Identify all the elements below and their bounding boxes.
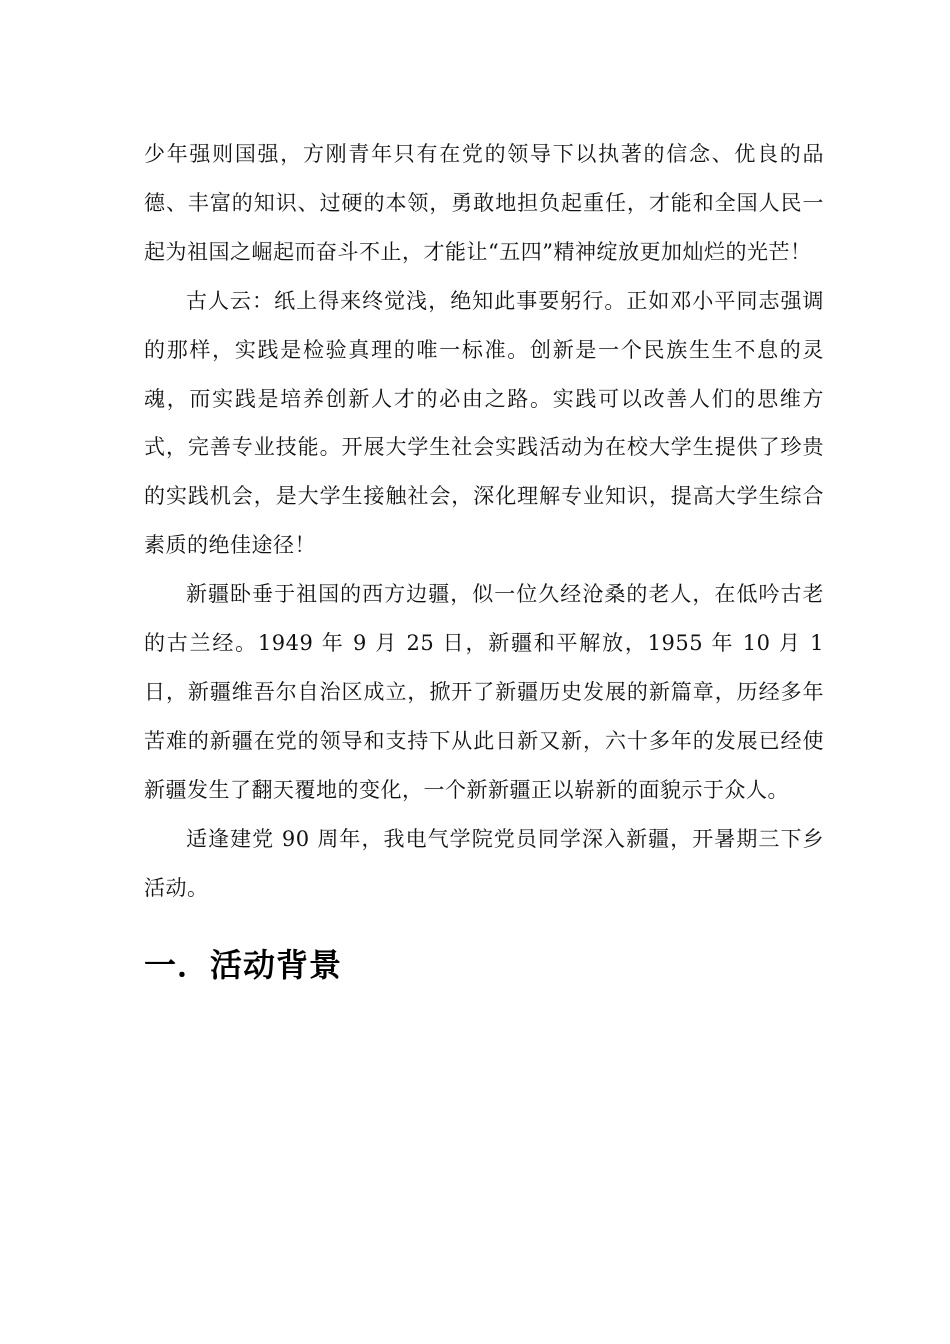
paragraph-youth-strength: 少年强则国强，方刚青年只有在党的领导下以执著的信念、优良的品德、丰富的知识、过硬的本领，勇敢地担负起重任，才能和全国人民一起为祖国之崛起而奋斗不止，才能让“五四”精神绽放更加灿烂的光芒！ <box>144 142 824 264</box>
document-body <box>144 130 824 995</box>
paragraph-summer-activity: 适逢建党 90 周年，我电气学院党员同学深入新疆，开暑期三下乡活动。 <box>144 826 824 900</box>
paragraph-xinjiang-history: 新疆卧垂于祖国的西方边疆，似一位久经沧桑的老人，在低吟古老的古兰经。1949 年 9 月 25 日，新疆和平解放，1955 年 10 月 1 日，新疆维吾尔自治区成立，掀开了新疆历史发展的新篇章，历经多年苦难的新疆在党的领导和支持下从此日新又新，六十多年的发展已经使新疆发生了翻天覆地的变化，一个新新疆正以崭新的面貌示于众人。 <box>144 582 824 802</box>
section-heading-activity-background: 一．活动背景 <box>144 945 343 984</box>
paragraph-practice: 古人云：纸上得来终觉浅，绝知此事要躬行。正如邓小平同志强调的那样，实践是检验真理的唯一标准。创新是一个民族生生不息的灵魂，而实践是培养创新人才的必由之路。实践可以改善人们的思维方式，完善专业技能。开展大学生社会实践活动为在校大学生提供了珍贵的实践机会，是大学生接触社会，深化理解专业知识，提高大学生综合素质的绝佳途径！ <box>144 288 824 558</box>
